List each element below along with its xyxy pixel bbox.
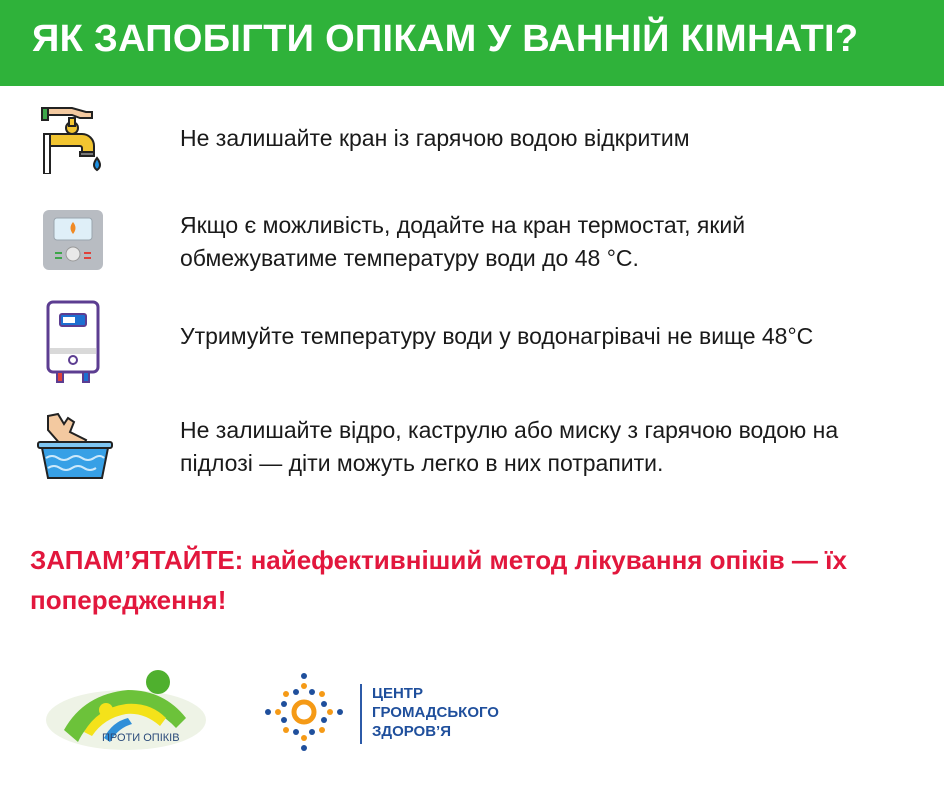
logo-text (372, 684, 499, 741)
thermostat-icon (42, 209, 104, 271)
water-heater-icon (46, 300, 100, 386)
faucet-icon (40, 104, 110, 174)
logo-label: ПРОТИ ОПІКІВ (102, 732, 180, 744)
logo-text-line: ЦЕНТР (372, 685, 423, 702)
logo-text-line: ЗДОРОВ’Я (372, 723, 452, 740)
tip-item (0, 410, 944, 490)
tip-text: Не залишайте кран із гарячою водою відкритим (180, 125, 690, 151)
public-health-center-logo (262, 670, 346, 754)
tip-text: Якщо є можливість, додайте на кран термостат, який обмежуватиме температуру води до 48 °C. (180, 212, 746, 271)
tip-text: Утримуйте температуру води у водонагрівачі не вище 48°C (180, 323, 814, 349)
tip-item (0, 100, 944, 180)
tip-text: Не залишайте відро, каструлю або миску з гарячою водою на підлозі — діти можуть легко в них потрапити. (180, 417, 839, 476)
page-title: ЯК ЗАПОБІГТИ ОПІКАМ У ВАННІЙ КІМНАТІ? (32, 18, 859, 60)
header-banner (0, 0, 944, 86)
logo-text-line: ГРОМАДСЬКОГО (372, 704, 499, 721)
hot-basin-icon (36, 412, 114, 484)
warning-message: ЗАПАМ’ЯТАЙТЕ: найефективніший метод лікування опіків — їх попередження! (30, 545, 847, 615)
logo-divider (360, 684, 362, 744)
tip-item (0, 300, 944, 390)
tip-item (0, 205, 944, 275)
